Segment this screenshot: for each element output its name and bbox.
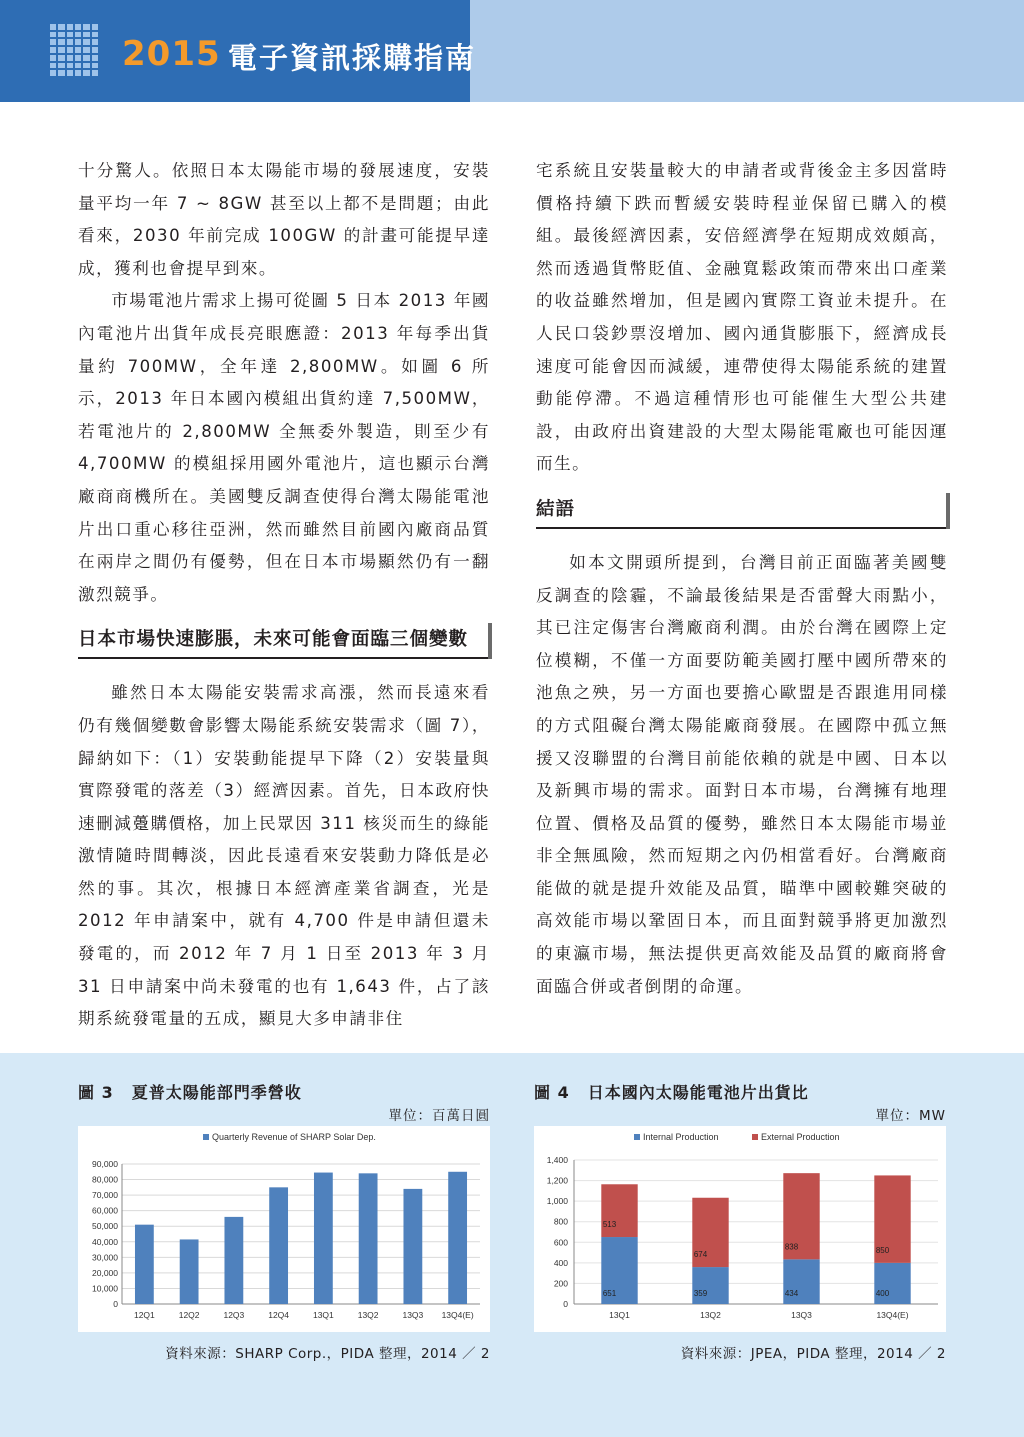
legend-label: Internal Production [643, 1132, 719, 1142]
page-header [0, 0, 1024, 102]
bar [359, 1173, 378, 1304]
x-tick-label: 13Q4(E) [876, 1310, 909, 1320]
y-tick-label: 40,000 [92, 1236, 118, 1247]
grid-logo-cell [83, 32, 89, 38]
y-tick-label: 60,000 [92, 1205, 118, 1216]
cell-shipment-chart [534, 1126, 946, 1332]
grid-logo-cell [83, 39, 89, 45]
data-label: 838 [784, 1242, 799, 1252]
x-tick-label: 13Q4(E) [441, 1310, 474, 1320]
grid-logo-cell [58, 47, 64, 53]
figure-3-caption [78, 1080, 490, 1104]
legend-label: External Production [761, 1132, 840, 1142]
left-paragraph-2: 市場電池片需求上揚可從圖 5 日本 2013 年國內電池片出貨年成長亮眼應證：2013 年每季出貨量約 700MW，全年達 2,800MW。如圖 6 所示，2013 年日本國內模組出貨約達 7,500MW，若電池片的 2,800MW 全無委外製造，則至少有 4,700MW 的模組採用國外電池片，這也顯示台灣廠商商機所在。美國雙反調查使得台灣太陽能電池片出口重心移往亞洲，然而雖然目前國內廠商品質在兩岸之間仍有優勢，但在日本市場顯然仍有一翻激烈競爭。 [78, 291, 490, 604]
grid-logo-cell [92, 39, 98, 45]
grid-logo-cell [50, 47, 56, 53]
grid-logo-cell [83, 24, 89, 30]
y-tick-label: 70,000 [92, 1190, 118, 1201]
y-tick-label: 200 [553, 1278, 568, 1289]
grid-logo-cell [50, 24, 56, 30]
grid-logo-cell [50, 39, 56, 45]
grid-logo-cell [75, 70, 81, 76]
x-tick-label: 12Q4 [268, 1310, 290, 1320]
figure-4-caption [534, 1080, 946, 1104]
grid-logo-cell [92, 47, 98, 53]
figure-3-number: 圖 3 [78, 1083, 114, 1102]
y-tick-label: 30,000 [92, 1252, 118, 1263]
y-tick-label: 50,000 [92, 1221, 118, 1232]
bar [224, 1217, 243, 1304]
grid-logo-icon [50, 24, 98, 76]
grid-logo-cell [67, 47, 73, 53]
y-tick-label: 1,400 [546, 1155, 568, 1165]
grid-logo-cell [67, 39, 73, 45]
figure-4-source: 資料來源：JPEA，PIDA 整理，2014 ／ 2 [680, 1346, 946, 1362]
x-tick-label: 12Q1 [133, 1310, 155, 1320]
figure-4-chart-box [534, 1126, 946, 1332]
figure-3-unit: 單位：百萬日圓 [388, 1108, 490, 1124]
grid-logo-cell [50, 32, 56, 38]
grid-logo-cell [92, 63, 98, 69]
y-tick-label: 80,000 [92, 1174, 118, 1185]
y-tick-label: 10,000 [92, 1283, 118, 1294]
y-tick-label: 1,000 [546, 1196, 568, 1207]
grid-logo-cell [67, 63, 73, 69]
bar [135, 1225, 154, 1304]
x-tick-label: 13Q3 [791, 1310, 812, 1320]
left-paragraph-1: 十分驚人。依照日本太陽能市場的發展速度，安裝量平均一年 7 ~ 8GW 甚至以上都不是問題；由此看來，2030 年前完成 100GW 的計畫可能提早達成，獲利也會提早到來。 [78, 161, 490, 278]
section-heading-text: 日本市場快速膨脹，未來可能會面臨三個變數 [78, 629, 469, 651]
stacked-bar-segment [692, 1267, 728, 1304]
grid-logo-cell [75, 63, 81, 69]
grid-logo-cell [58, 55, 64, 61]
legend-swatch [752, 1134, 758, 1140]
grid-logo-cell [92, 32, 98, 38]
legend-label: Quarterly Revenue of SHARP Solar Dep. [212, 1132, 376, 1142]
y-tick-label: 400 [553, 1257, 568, 1268]
grid-logo-cell [92, 24, 98, 30]
y-tick-label: 800 [553, 1216, 568, 1227]
grid-logo-cell [83, 63, 89, 69]
bar [269, 1187, 288, 1304]
section-heading-variables [78, 623, 490, 659]
legend-swatch [634, 1134, 640, 1140]
grid-logo-cell [67, 24, 73, 30]
grid-logo-cell [75, 39, 81, 45]
grid-logo-cell [83, 70, 89, 76]
stacked-bar-segment [601, 1184, 637, 1237]
y-tick-label: 0 [563, 1299, 568, 1309]
data-label: 359 [693, 1289, 708, 1298]
section-heading-text: 結語 [536, 498, 576, 520]
y-tick-label: 90,000 [92, 1159, 118, 1169]
bar [448, 1172, 467, 1304]
grid-logo-cell [67, 55, 73, 61]
figure-3-title: 夏普太陽能部門季營收 [131, 1083, 302, 1102]
left-column [78, 155, 490, 1036]
bar [180, 1239, 199, 1304]
y-tick-label: 1,200 [546, 1175, 568, 1186]
sharp-revenue-chart [78, 1126, 490, 1332]
grid-logo-cell [67, 32, 73, 38]
x-tick-label: 13Q1 [609, 1310, 630, 1320]
figure-3-chart-box [78, 1126, 490, 1332]
right-column [536, 155, 948, 1003]
y-tick-label: 600 [553, 1237, 568, 1248]
bar [403, 1189, 422, 1304]
x-tick-label: 13Q2 [700, 1310, 721, 1320]
figure-3 [78, 1080, 490, 1362]
grid-logo-cell [83, 55, 89, 61]
legend-swatch [203, 1134, 209, 1140]
data-label: 400 [875, 1289, 890, 1298]
data-label: 674 [693, 1250, 708, 1260]
data-label: 513 [602, 1220, 617, 1230]
x-tick-label: 13Q1 [312, 1310, 334, 1320]
grid-logo-cell [58, 63, 64, 69]
right-paragraph-2: 如本文開頭所提到，台灣目前正面臨著美國雙反調查的陰霾，不論最後結果是否雷聲大雨點小，其已注定傷害台灣廠商利潤。由於台灣在國際上定位模糊，不僅一方面要防範美國打壓中國所帶來的池魚之殃，另一方面也要擔心歐盟是否跟進用同樣的方式阻礙台灣太陽能廠商發展。在國際中孤立無援又沒聯盟的台灣目前能依賴的就是中國、日本以及新興市場的需求。面對日本市場，台灣擁有地理位置、價格及品質的優勢，雖然日本太陽能市場並非全無風險，然而短期之內仍相當看好。台灣廠商能做的就是提升效能及品質，瞄準中國較難突破的高效能市場以鞏固日本，而且面對競爭將更加激烈的東瀛市場，無法提供更高效能及品質的廠商將會面臨合併或者倒閉的命運。 [536, 552, 948, 996]
grid-logo-cell [50, 70, 56, 76]
x-tick-label: 12Q2 [178, 1310, 200, 1320]
grid-logo-cell [58, 39, 64, 45]
header-year: 2015 [122, 34, 221, 74]
figure-4-number: 圖 4 [534, 1083, 570, 1102]
header-light-band [470, 0, 1024, 102]
figure-4-unit: 單位：MW [875, 1108, 946, 1124]
grid-logo-cell [75, 32, 81, 38]
grid-logo-cell [83, 47, 89, 53]
bar [314, 1173, 333, 1304]
section-heading-conclusion [536, 493, 948, 529]
grid-logo-cell [58, 32, 64, 38]
grid-logo-cell [92, 70, 98, 76]
data-label: 850 [875, 1245, 890, 1255]
grid-logo-cell [58, 70, 64, 76]
grid-logo-cell [92, 55, 98, 61]
header-title: 電子資訊採購指南 [228, 41, 477, 75]
figure-4-title: 日本國內太陽能電池片出貨比 [587, 1083, 809, 1102]
grid-logo-cell [75, 47, 81, 53]
grid-logo-cell [75, 24, 81, 30]
y-tick-label: 20,000 [92, 1267, 118, 1278]
x-tick-label: 13Q2 [357, 1310, 379, 1320]
figure-4 [534, 1080, 946, 1362]
x-tick-label: 13Q3 [402, 1310, 424, 1320]
grid-logo-cell [75, 55, 81, 61]
data-label: 651 [602, 1289, 617, 1298]
grid-logo-cell [50, 55, 56, 61]
x-tick-label: 12Q3 [223, 1310, 245, 1320]
data-label: 434 [784, 1289, 799, 1298]
left-paragraph-3: 雖然日本太陽能安裝需求高漲，然而長遠來看仍有幾個變數會影響太陽能系統安裝需求（圖 7），歸納如下：（1）安裝動能提早下降（2）安裝量與實際發電的落差（3）經濟因素。首先，日本政府快速刪減躉購價格，加上民眾因 311 核災而生的綠能激情隨時間轉淡，因此長遠看來安裝動力降低是必然的事。其次，根據日本經濟產業省調查，光是 2012 年申請案中，就有 4,700 件是申請但還未發電的，而 2012 年 7 月 1 日至 2013 年 3 月 31 日申請案中尚未發電的也有 1,643 件，占了該期系統發電量的五成，顯見大多申請非住 [78, 683, 490, 1029]
grid-logo-cell [50, 63, 56, 69]
grid-logo-cell [58, 24, 64, 30]
grid-logo-cell [67, 70, 73, 76]
figure-3-source: 資料來源：SHARP Corp.，PIDA 整理，2014 ／ 2 [165, 1346, 490, 1362]
y-tick-label: 0 [113, 1299, 118, 1309]
right-paragraph-1: 宅系統且安裝量較大的申請者或背後金主多因當時價格持續下跌而暫緩安裝時程並保留已購入的模組。最後經濟因素，安倍經濟學在短期成效頗高，然而透過貨幣貶值、金融寬鬆政策而帶來出口產業的收益雖然增加，但是國內實際工資並未提升。在人民口袋鈔票沒增加、國內通貨膨脹下，經濟成長速度可能會因而減緩，連帶使得太陽能系統的建置動能停滯。不過這種情形也可能催生大型公共建設，由政府出資建設的大型太陽能電廠也可能因運而生。 [536, 161, 948, 474]
